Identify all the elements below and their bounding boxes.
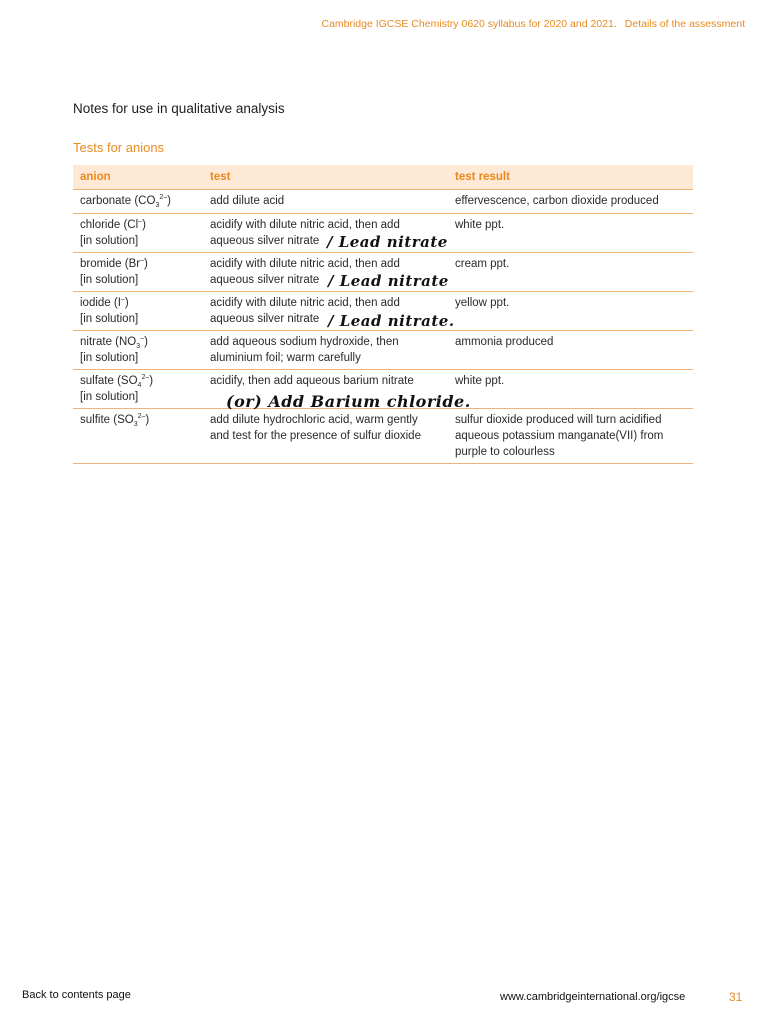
- anion-cell: sulfate $(SO_4^{2-})$ [in solution]: [73, 370, 203, 409]
- result-cell: white ppt.: [448, 214, 693, 253]
- section-subheading: Tests for anions: [73, 140, 165, 155]
- website-url[interactable]: www.cambridgeinternational.org/igcse: [500, 991, 686, 1003]
- header-section: Details of the assessment: [624, 18, 745, 30]
- column-header-result: test result: [448, 165, 693, 190]
- result-cell: white ppt.: [448, 370, 693, 409]
- result-cell: ammonia produced: [448, 331, 693, 370]
- result-cell: cream ppt.: [448, 253, 693, 292]
- test-cell: acidify, then add aqueous barium nitrate: [203, 370, 448, 409]
- result-cell: yellow ppt.: [448, 292, 693, 331]
- page-number: 31: [729, 990, 743, 1004]
- anion-cell: bromide (Br–) [in solution]: [73, 253, 203, 292]
- anion-cell: chloride (Cl–) [in solution]: [73, 214, 203, 253]
- handwritten-note: / Lead nitrate: [327, 233, 448, 251]
- anion-cell: iodide (I–) [in solution]: [73, 292, 203, 331]
- anion-cell: sulfite $(SO_3^{2-})$: [73, 409, 203, 464]
- running-header: [321, 18, 745, 30]
- test-cell: acidify with dilute nitric acid, then add aqueous silver nitrate: [203, 292, 448, 331]
- handwritten-note: / Lead nitrate.: [328, 312, 455, 330]
- anion-cell: nitrate $(NO_3^-)$ [in solution]: [73, 331, 203, 370]
- handwritten-note: (or) Add Barium chloride.: [226, 392, 471, 411]
- column-header-test: test: [203, 165, 448, 190]
- test-cell: add dilute acid: [203, 190, 448, 214]
- header-syllabus: Cambridge IGCSE Chemistry 0620 syllabus for 2020 and 2021.: [321, 18, 617, 30]
- result-cell: effervescence, carbon dioxide produced: [448, 190, 693, 214]
- column-header-anion: anion: [73, 165, 203, 190]
- table-row: [73, 331, 693, 370]
- test-cell: add dilute hydrochloric acid, warm gently and test for the presence of sulfur dioxide: [203, 409, 448, 464]
- test-cell: acidify with dilute nitric acid, then add aqueous silver nitrate: [203, 214, 448, 253]
- table-row: [73, 190, 693, 214]
- back-to-contents-link[interactable]: Back to contents page: [22, 989, 131, 1001]
- page-heading: Notes for use in qualitative analysis: [73, 101, 285, 116]
- anion-cell: carbonate $(CO_3^{2-})$: [73, 190, 203, 214]
- table-row: [73, 409, 693, 464]
- test-cell: acidify with dilute nitric acid, then add aqueous silver nitrate: [203, 253, 448, 292]
- result-cell: sulfur dioxide produced will turn acidified aqueous potassium manganate(VII) from purple to colourless: [448, 409, 693, 464]
- test-cell: add aqueous sodium hydroxide, then aluminium foil; warm carefully: [203, 331, 448, 370]
- handwritten-note: / Lead nitrate: [328, 272, 449, 290]
- table-header-row: [73, 165, 693, 190]
